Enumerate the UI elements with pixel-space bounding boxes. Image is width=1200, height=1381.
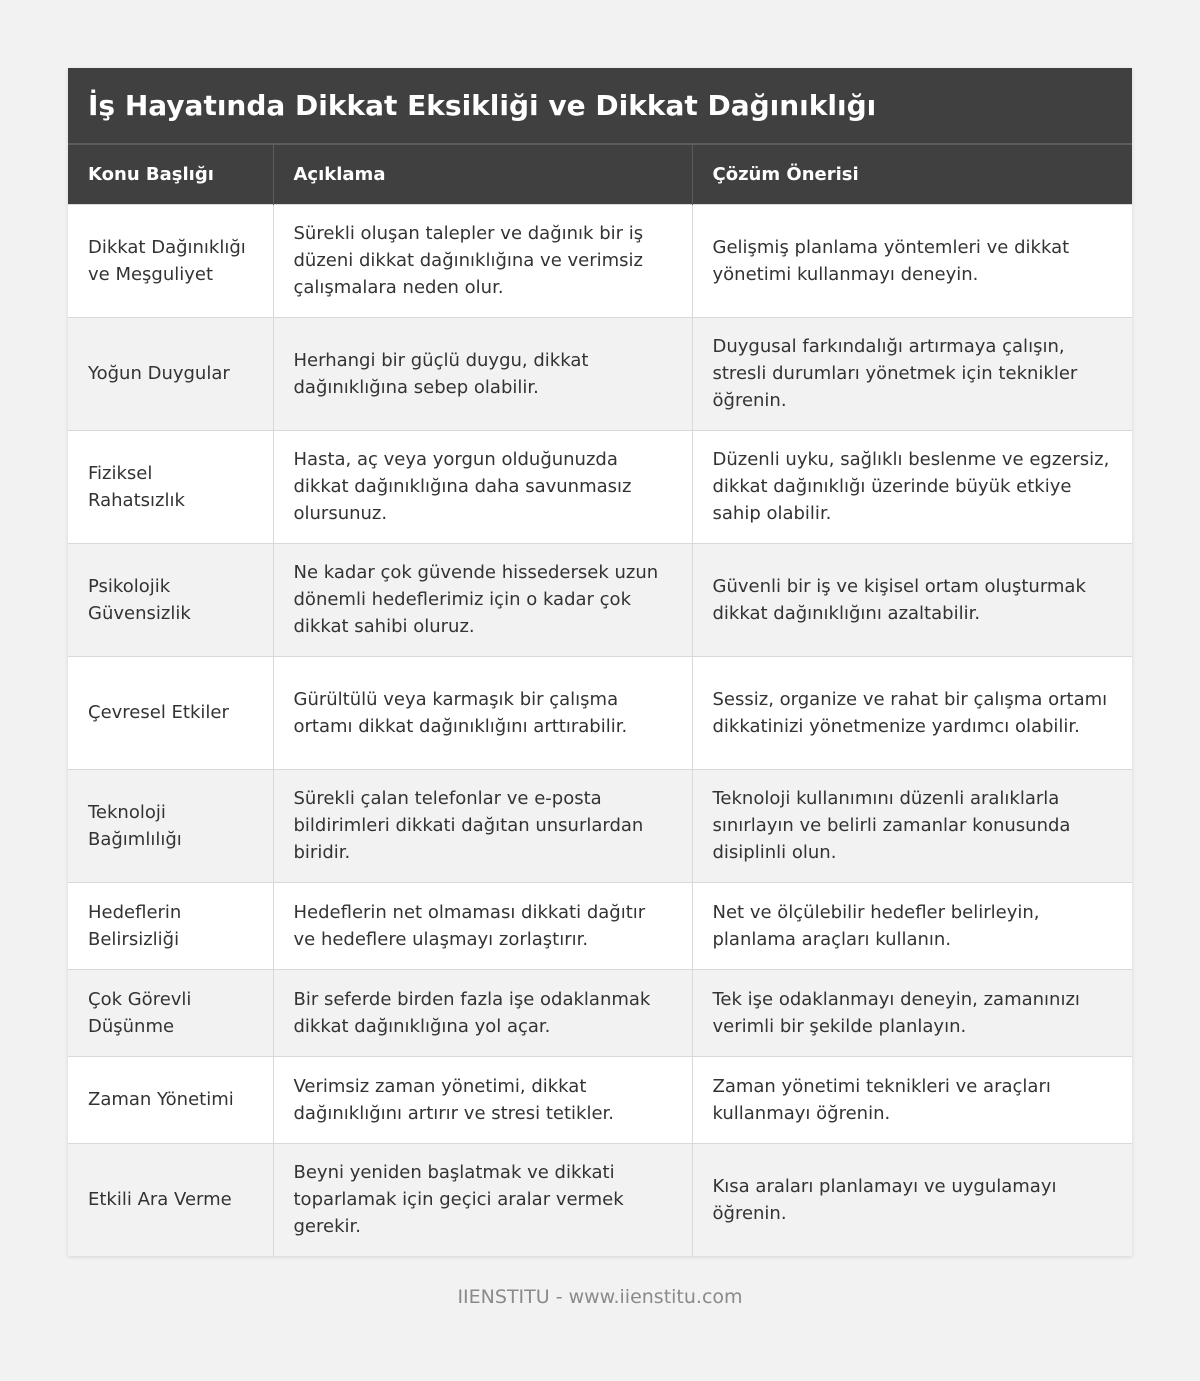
cell-description: Hedeflerin net olmaması dikkati dağıtır ve hedeflere ulaşmayı zorlaştırır.	[273, 882, 692, 969]
cell-description: Hasta, aç veya yorgun olduğunuzda dikkat dağınıklığına daha savunmasız olursunuz.	[273, 430, 692, 543]
table-row	[68, 1056, 1132, 1143]
table-row	[68, 317, 1132, 430]
cell-topic: Etkili Ara Verme	[68, 1143, 273, 1256]
title-bar	[68, 68, 1132, 143]
table-row	[68, 882, 1132, 969]
cell-solution: Güvenli bir iş ve kişisel ortam oluşturmak dikkat dağınıklığını azaltabilir.	[692, 543, 1132, 656]
table-row	[68, 430, 1132, 543]
cell-solution: Zaman yönetimi teknikleri ve araçları kullanmayı öğrenin.	[692, 1056, 1132, 1143]
table-row	[68, 1143, 1132, 1256]
info-table	[68, 143, 1132, 1256]
cell-topic: Çok Görevli Düşünme	[68, 969, 273, 1056]
cell-topic: Yoğun Duygular	[68, 317, 273, 430]
cell-topic: Fiziksel Rahatsızlık	[68, 430, 273, 543]
cell-topic: Zaman Yönetimi	[68, 1056, 273, 1143]
cell-topic: Psikolojik Güvensizlik	[68, 543, 273, 656]
cell-solution: Gelişmiş planlama yöntemleri ve dikkat yönetimi kullanmayı deneyin.	[692, 204, 1132, 317]
table-header-row	[68, 144, 1132, 204]
cell-topic: Dikkat Dağınıklığı ve Meşguliyet	[68, 204, 273, 317]
cell-description: Herhangi bir güçlü duygu, dikkat dağınıklığına sebep olabilir.	[273, 317, 692, 430]
footer-credit: IIENSTITU - www.iienstitu.com	[457, 1286, 743, 1308]
cell-description: Ne kadar çok güvende hissedersek uzun dönemli hedeflerimiz için o kadar çok dikkat sahibi oluruz.	[273, 543, 692, 656]
table-card	[68, 68, 1132, 1256]
cell-description: Verimsiz zaman yönetimi, dikkat dağınıklığını artırır ve stresi tetikler.	[273, 1056, 692, 1143]
cell-topic: Çevresel Etkiler	[68, 656, 273, 769]
table-row	[68, 769, 1132, 882]
table-row	[68, 656, 1132, 769]
cell-solution: Sessiz, organize ve rahat bir çalışma ortamı dikkatinizi yönetmenize yardımcı olabilir.	[692, 656, 1132, 769]
table-row	[68, 969, 1132, 1056]
column-header-description: Açıklama	[273, 144, 692, 204]
column-header-topic: Konu Başlığı	[68, 144, 273, 204]
cell-topic: Hedeflerin Belirsizliği	[68, 882, 273, 969]
cell-solution: Düzenli uyku, sağlıklı beslenme ve egzersiz, dikkat dağınıklığı üzerinde büyük etkiye sahip olabilir.	[692, 430, 1132, 543]
page-title: İş Hayatında Dikkat Eksikliği ve Dikkat Dağınıklığı	[88, 89, 877, 122]
cell-topic: Teknoloji Bağımlılığı	[68, 769, 273, 882]
table-row	[68, 543, 1132, 656]
cell-solution: Duygusal farkındalığı artırmaya çalışın, stresli durumları yönetmek için teknikler öğrenin.	[692, 317, 1132, 430]
cell-solution: Tek işe odaklanmayı deneyin, zamanınızı verimli bir şekilde planlayın.	[692, 969, 1132, 1056]
table-row	[68, 204, 1132, 317]
column-header-solution: Çözüm Önerisi	[692, 144, 1132, 204]
cell-solution: Net ve ölçülebilir hedefler belirleyin, planlama araçları kullanın.	[692, 882, 1132, 969]
cell-description: Sürekli oluşan talepler ve dağınık bir iş düzeni dikkat dağınıklığına ve verimsiz çalışmalara neden olur.	[273, 204, 692, 317]
cell-solution: Teknoloji kullanımını düzenli aralıklarla sınırlayın ve belirli zamanlar konusunda disiplinli olun.	[692, 769, 1132, 882]
cell-description: Bir seferde birden fazla işe odaklanmak dikkat dağınıklığına yol açar.	[273, 969, 692, 1056]
cell-description: Sürekli çalan telefonlar ve e-posta bildirimleri dikkati dağıtan unsurlardan biridir.	[273, 769, 692, 882]
cell-description: Gürültülü veya karmaşık bir çalışma ortamı dikkat dağınıklığını arttırabilir.	[273, 656, 692, 769]
cell-solution: Kısa araları planlamayı ve uygulamayı öğrenin.	[692, 1143, 1132, 1256]
cell-description: Beyni yeniden başlatmak ve dikkati toparlamak için geçici aralar vermek gerekir.	[273, 1143, 692, 1256]
